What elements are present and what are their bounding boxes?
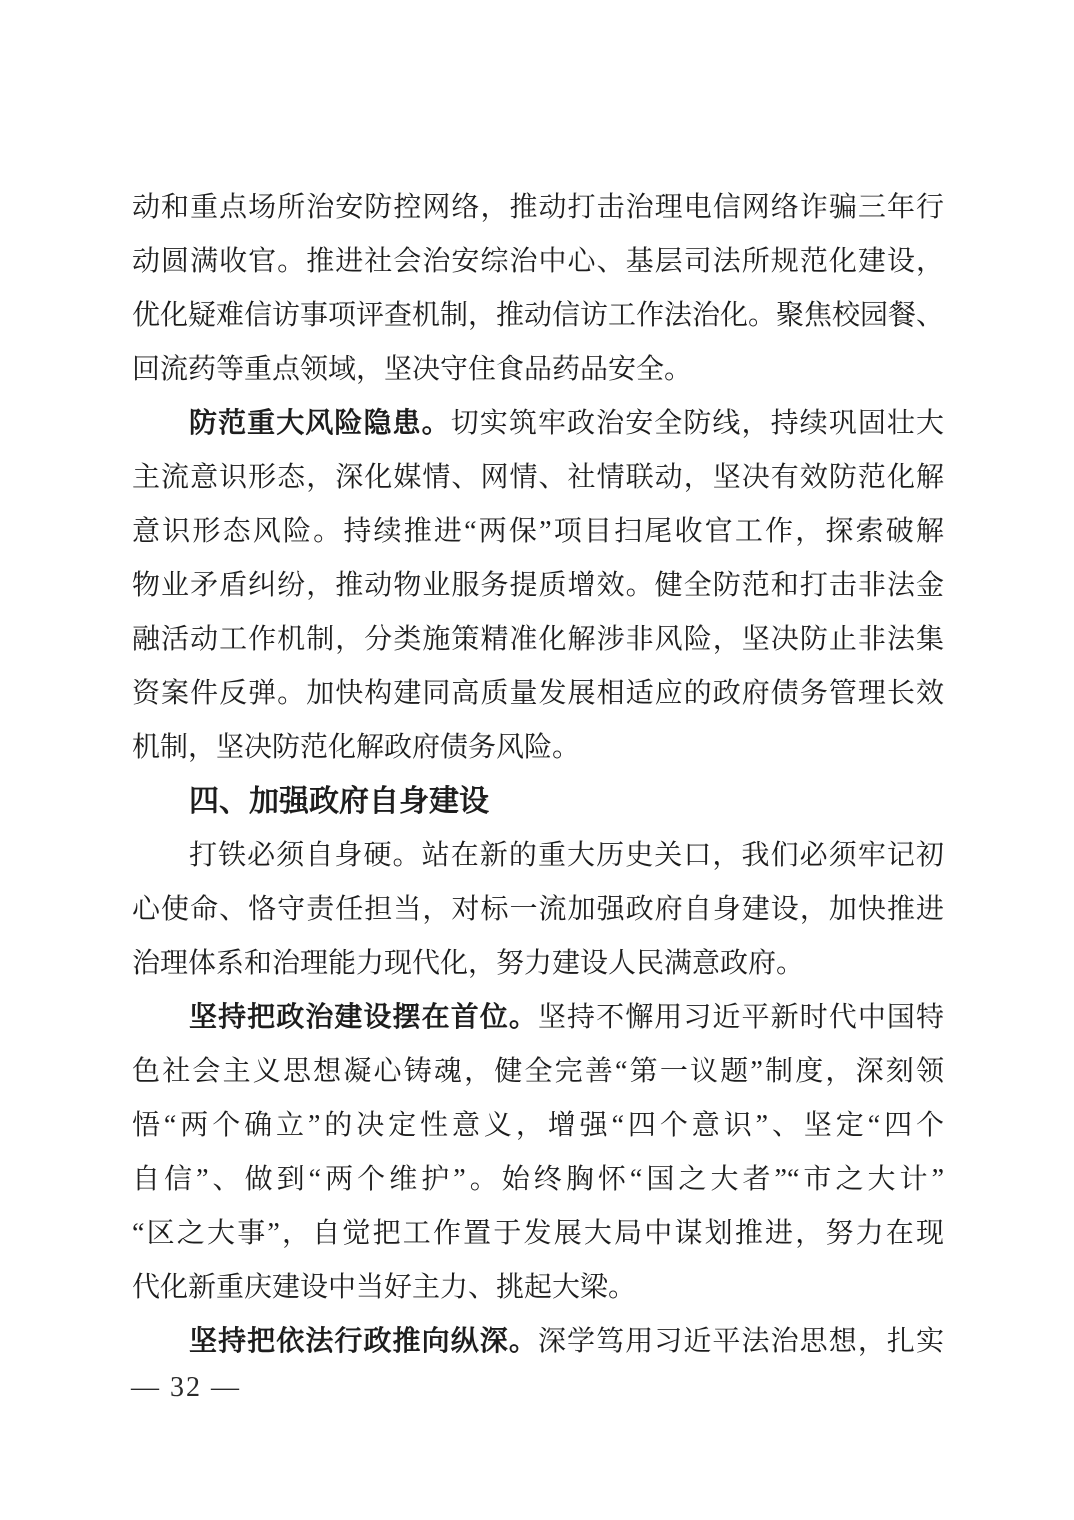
- text-line: [132, 451, 944, 505]
- page-number: — 32 —: [131, 1372, 241, 1403]
- text-run: 代化新重庆建设中当好主力、挑起大梁。: [132, 1272, 637, 1303]
- text-line: [132, 559, 944, 613]
- bold-run: 防范重大风险隐患。: [189, 408, 451, 439]
- text-run: “区之大事”，自觉把工作置于发展大局中谋划推进，努力在现: [132, 1218, 944, 1249]
- text-line: [132, 1045, 944, 1099]
- heading-text: 四、加强政府自身建设: [189, 785, 489, 818]
- text-line: [132, 1153, 944, 1207]
- text-line: [132, 991, 944, 1045]
- document-body: [132, 181, 944, 1369]
- bold-run: 坚持把政治建设摆在首位。: [189, 1002, 538, 1033]
- text-run: 意识形态风险。持续推进“两保”项目扫尾收官工作，探索破解: [132, 516, 944, 547]
- text-run: 切实筑牢政治安全防线，持续巩固壮大: [450, 408, 944, 439]
- text-line: [132, 883, 944, 937]
- text-line: [132, 667, 944, 721]
- text-run: 物业矛盾纠纷，推动物业服务提质增效。健全防范和打击非法金: [132, 570, 944, 601]
- text-run: 自信”、做到“两个维护”。始终胸怀“国之大者”“市之大计”: [132, 1164, 944, 1195]
- text-run: 动圆满收官。推进社会治安综治中心、基层司法所规范化建设，: [132, 246, 944, 277]
- text-run: 主流意识形态，深化媒情、网情、社情联动，坚决有效防范化解: [132, 462, 944, 493]
- text-line: [132, 613, 944, 667]
- text-line: [132, 505, 944, 559]
- text-run: 心使命、恪守责任担当，对标一流加强政府自身建设，加快推进: [132, 894, 944, 925]
- text-line: [132, 235, 944, 289]
- text-line: [132, 1315, 944, 1369]
- text-line: [132, 343, 944, 397]
- text-line: [132, 829, 944, 883]
- text-line: [132, 937, 944, 991]
- text-run: 色社会主义思想凝心铸魂，健全完善“第一议题”制度，深刻领: [132, 1056, 944, 1087]
- text-run: 坚持不懈用习近平新时代中国特: [537, 1002, 944, 1033]
- text-run: 机制，坚决防范化解政府债务风险。: [132, 732, 581, 763]
- text-line: [132, 289, 944, 343]
- text-run: 治理体系和治理能力现代化，努力建设人民满意政府。: [132, 948, 805, 979]
- text-line: [132, 181, 944, 235]
- text-run: 悟“两个确立”的决定性意义，增强“四个意识”、坚定“四个: [132, 1110, 944, 1141]
- text-line: [132, 721, 944, 775]
- text-run: 优化疑难信访事项评查机制，推动信访工作法治化。聚焦校园餐、: [132, 300, 944, 331]
- text-run: 资案件反弹。加快构建同高质量发展相适应的政府债务管理长效: [132, 678, 944, 709]
- text-line: [132, 1207, 944, 1261]
- text-run: 打铁必须自身硬。站在新的重大历史关口，我们必须牢记初: [189, 840, 944, 871]
- section-heading: [132, 775, 944, 829]
- bold-run: 坚持把依法行政推向纵深。: [189, 1326, 538, 1357]
- text-run: 回流药等重点领域，坚决守住食品药品安全。: [132, 354, 693, 385]
- text-line: [132, 1261, 944, 1315]
- text-line: [132, 1099, 944, 1153]
- text-run: 深学笃用习近平法治思想，扎实: [537, 1326, 944, 1357]
- text-line: [132, 397, 944, 451]
- text-run: 动和重点场所治安防控网络，推动打击治理电信网络诈骗三年行: [132, 192, 944, 223]
- text-run: 融活动工作机制，分类施策精准化解涉非风险，坚决防止非法集: [132, 624, 944, 655]
